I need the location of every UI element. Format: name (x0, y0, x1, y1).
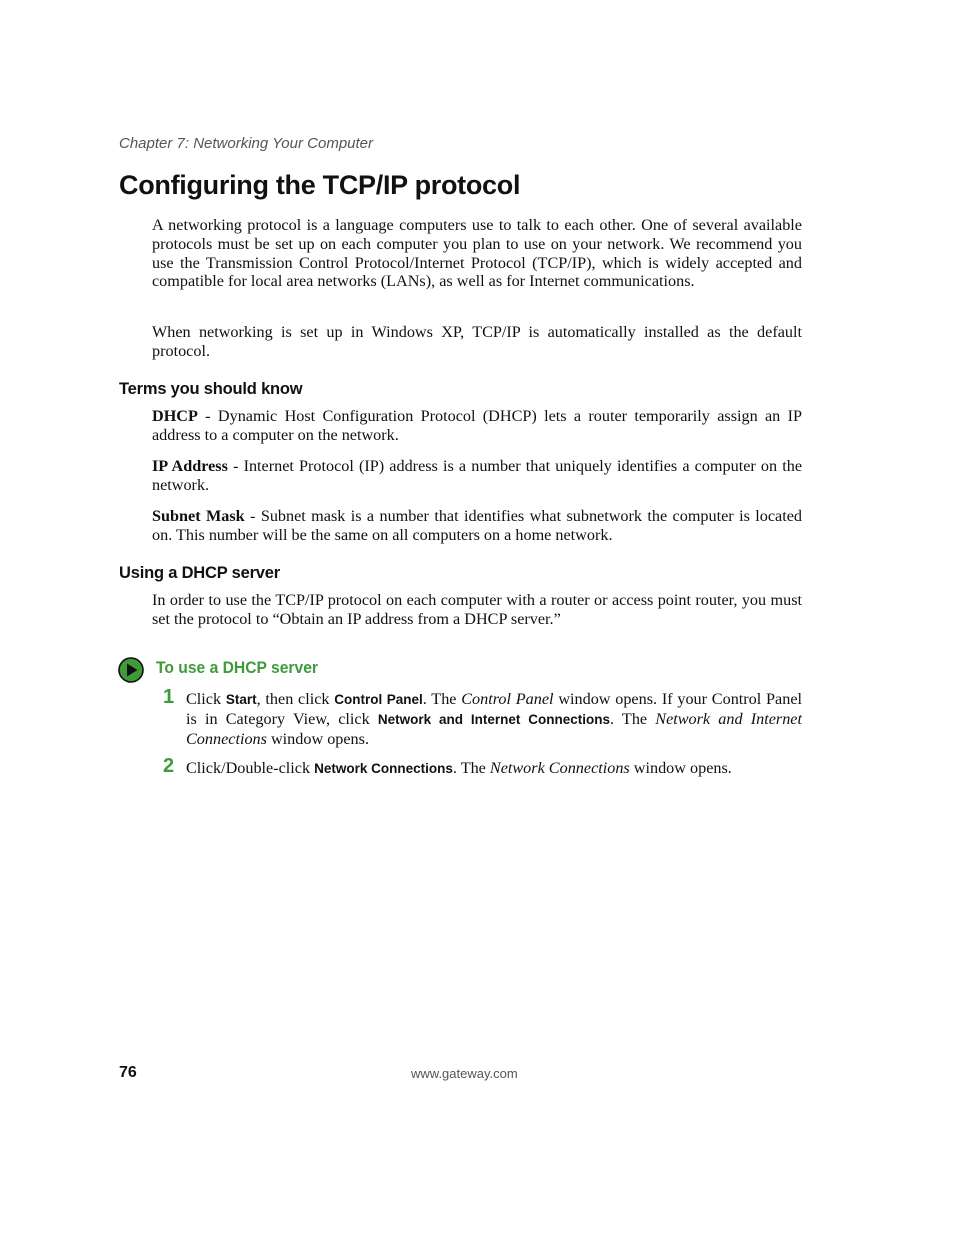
step-number: 2 (163, 755, 175, 777)
step-2-text (186, 759, 802, 779)
term-definition: Dynamic Host Configuration Protocol (DHCP) lets a router temporarily assign an IP address to a computer on the network. (152, 407, 802, 444)
page-title: Configuring the TCP/IP protocol (119, 170, 521, 200)
ui-term-start: Start (225, 692, 257, 707)
term-definition: Internet Protocol (IP) address is a number that uniquely identifies a computer on the network. (152, 457, 802, 494)
page-number: 76 (119, 1064, 137, 1081)
term-dhcp (152, 407, 802, 445)
term-definition: Subnet mask is a number that identifies what subnetwork the computer is located on. This number will be the same on all computers on a home network. (152, 507, 803, 544)
step-text-part: Click/Double-click (186, 759, 315, 777)
step-text-part: . The (452, 759, 490, 777)
footer-url: www.gateway.com (411, 1066, 518, 1081)
term-subnet-mask (152, 507, 802, 545)
intro-paragraph-2: When networking is set up in Windows XP, TCP/IP is automatically installed as the default protocol. (152, 323, 802, 360)
procedure-title: To use a DHCP server (156, 658, 318, 677)
terms-heading: Terms you should know (119, 380, 303, 398)
term-separator: - (227, 457, 244, 475)
ui-term-network-connections: Network Connections (314, 761, 453, 776)
step-text-part: Click (186, 690, 226, 708)
ui-term-network-internet: Network and Internet Connections (377, 711, 610, 727)
step-number: 1 (163, 686, 175, 708)
term-label: DHCP (152, 407, 198, 425)
step-text-part: window opens. If your Control Panel is in Category View, click (186, 690, 803, 728)
step-text-part: . The (422, 690, 462, 708)
term-ip-address (152, 457, 802, 495)
dhcp-heading: Using a DHCP server (119, 564, 280, 582)
term-label: IP Address (152, 457, 228, 475)
step-1-text (186, 690, 802, 748)
step-text-part: window opens. (629, 759, 732, 777)
term-separator: - (244, 507, 261, 525)
window-name: Network Connections (489, 759, 630, 777)
ui-term-control-panel: Control Panel (334, 692, 423, 707)
intro-paragraph-1: A networking protocol is a language computers use to talk to each other. One of several available protocols must be set up on each computer you plan to use on your network. We recommend you use the Transmission Control Protocol/Internet Protocol (TCP/IP), which is widely accepted and compatible for local area networks (LANs), as well as for Internet communications. (152, 216, 802, 291)
window-name: Network and Internet Connections (186, 709, 802, 748)
chapter-header: Chapter 7: Networking Your Computer (119, 135, 374, 152)
dhcp-paragraph: In order to use the TCP/IP protocol on each computer with a router or access point router, you must set the protocol to “Obtain an IP address from a DHCP server.” (152, 591, 802, 628)
play-arrow-icon (118, 657, 144, 683)
term-label: Subnet Mask (152, 507, 245, 525)
window-name: Control Panel (461, 690, 554, 708)
step-text-part: , then click (256, 690, 335, 708)
step-text-part: . The (610, 709, 656, 728)
step-text-part: window opens. (266, 729, 370, 748)
term-separator: - (197, 407, 218, 425)
